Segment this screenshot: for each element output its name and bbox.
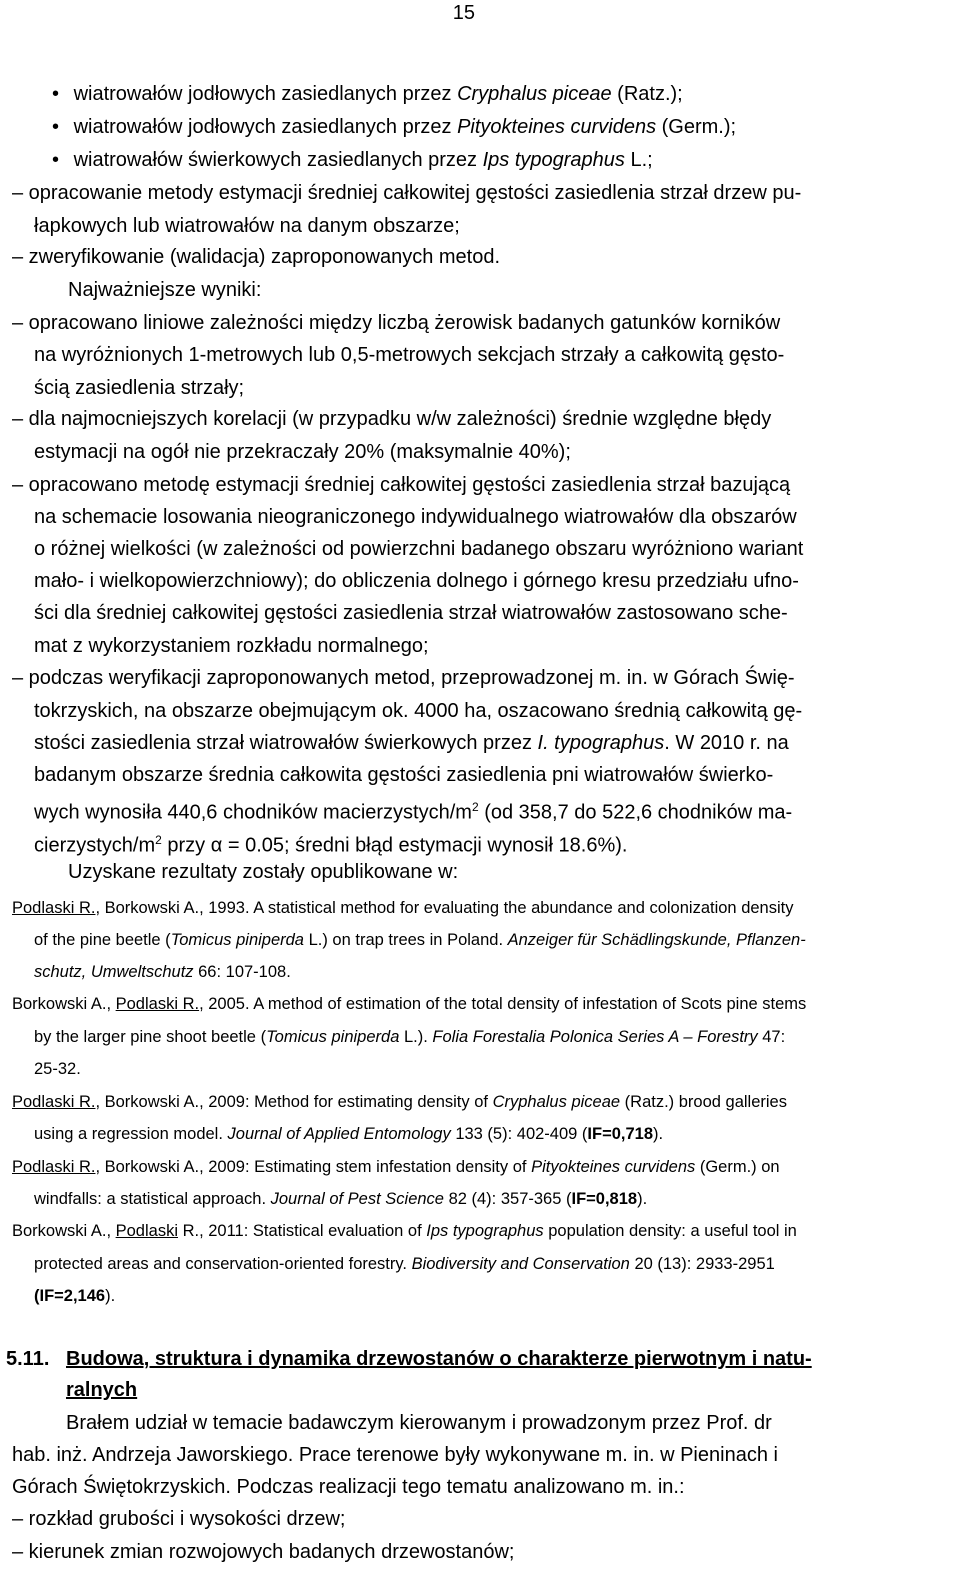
verification-line: – podczas weryfikacji zaproponowanych metod, przeprowadzonej m. in. w Górach Świę- [12,667,795,689]
section-title: Budowa, struktura i dynamika drzewostanów o charakterze pierwotnym i natu- [66,1348,812,1370]
result-line: estymacji na ogół nie przekraczały 20% (maksymalnie 40%); [34,441,571,463]
reference-line: Borkowski A., Podlaski R., 2011: Statistical evaluation of Ips typographus population density: a useful tool in [12,1222,797,1240]
result-line: o różnej wielkości (w zależności od powierzchni badanego obszaru wyróżniono wariant [34,538,804,560]
section-list-item: – kierunek zmian rozwojowych badanych drzewostanów; [12,1541,515,1563]
section-title: ralnych [66,1379,138,1401]
reference-line: protected areas and conservation-oriented forestry. Biodiversity and Conservation 20 (13): 2933-2951 [34,1255,775,1273]
goal-line: łapkowych lub wiatrowałów na danym obszarze; [34,215,460,237]
verification-line: wych wynosiła 440,6 chodników macierzystych/$m^2$ (od 358,7 do 522,6 chodników ma- [34,800,793,824]
goal-line: – zweryfikowanie (walidacja) zaproponowanych metod. [12,246,501,268]
bullet-item: • wiatrowałów jodłowych zasiedlanych przez Pityokteines curvidens (Germ.); [52,115,736,139]
verification-line: stości zasiedlenia strzał wiatrowałów świerkowych przez I. typographus. W 2010 r. na [34,732,789,754]
published-intro: Uzyskane rezultaty zostały opublikowane w: [68,861,459,883]
result-line: – opracowano liniowe zależności między liczbą żerowisk badanych gatunków korników [12,312,781,334]
bullet-item: • wiatrowałów świerkowych zasiedlanych przez Ips typographus L.; [52,148,653,172]
reference-line: windfalls: a statistical approach. Journal of Pest Science 82 (4): 357-365 (IF=0,818). [34,1190,648,1208]
reference-line: using a regression model. Journal of Applied Entomology 133 (5): 402-409 (IF=0,718). [34,1125,664,1143]
result-line: mało- i wielkopowierzchniowy); do obliczenia dolnego i górnego kresu przedziału ufno- [34,570,799,592]
reference-line: Borkowski A., Podlaski R., 2005. A method of estimation of the total density of infestation of Scots pine stems [12,995,807,1013]
section-paragraph: Górach Świętokrzyskich. Podczas realizacji tego tematu analizowano m. in.: [12,1476,685,1498]
verification-line: tokrzyskich, na obszarze obejmującym ok. 4000 ha, oszacowano średnią całkowitą gę- [34,700,803,722]
reference-line: Podlaski R., Borkowski A., 2009: Estimating stem infestation density of Pityokteines curvidens (Germ.) on [12,1158,780,1176]
section-list-item: – rozkład grubości i wysokości drzew; [12,1508,346,1530]
results-heading: Najważniejsze wyniki: [68,279,262,301]
reference-line: Podlaski R., Borkowski A., 2009: Method for estimating density of Cryphalus piceae (Ratz.) brood galleries [12,1093,787,1111]
result-line: ścią zasiedlenia strzały; [34,377,245,399]
section-number: 5.11. [6,1348,50,1370]
result-line: – opracowano metodę estymacji średniej całkowitej gęstości zasiedlenia strzał bazującą [12,474,791,496]
verification-line: badanym obszarze średnia całkowita gęstości zasiedlenia pni wiatrowałów świerko- [34,764,774,786]
result-line: na schemacie losowania nieograniczonego indywidualnego wiatrowałów dla obszarów [34,506,797,528]
section-paragraph: hab. inż. Andrzeja Jaworskiego. Prace terenowe były wykonywane m. in. w Pieninach i [12,1444,778,1466]
goal-line: – opracowanie metody estymacji średniej całkowitej gęstości zasiedlenia strzał drzew pu- [12,182,802,204]
section-paragraph: Brałem udział w temacie badawczym kierowanym i prowadzonym przez Prof. dr [66,1412,772,1434]
reference-line: of the pine beetle (Tomicus piniperda L.) on trap trees in Poland. Anzeiger für Schädlingskunde, Pflanzen- [34,931,806,949]
bullet-item: • wiatrowałów jodłowych zasiedlanych przez Cryphalus piceae (Ratz.); [52,82,683,106]
reference-line: schutz, Umweltschutz 66: 107-108. [34,963,291,981]
reference-line: 25-32. [34,1060,81,1078]
page-number: 15 [452,2,475,24]
result-line: – dla najmocniejszych korelacji (w przypadku w/w zależności) średnie względne błędy [12,408,772,430]
result-line: mat z wykorzystaniem rozkładu normalnego; [34,635,429,657]
reference-line: by the larger pine shoot beetle (Tomicus piniperda L.). Folia Forestalia Polonica Series A – Forestry 47: [34,1028,786,1046]
result-line: ści dla średniej całkowitej gęstości zasiedlenia strzał wiatrowałów zastosowano sche- [34,602,788,624]
result-line: na wyróżnionych 1-metrowych lub 0,5-metrowych sekcjach strzały a całkowitą gęsto- [34,344,785,366]
reference-line: Podlaski R., Borkowski A., 1993. A statistical method for evaluating the abundance and colonization density [12,899,794,917]
reference-line: (IF=2,146). [34,1287,116,1305]
verification-line: cierzystych/$m^2$ przy α = 0.05; średni błąd estymacji wynosił 18.6%). [34,833,628,857]
